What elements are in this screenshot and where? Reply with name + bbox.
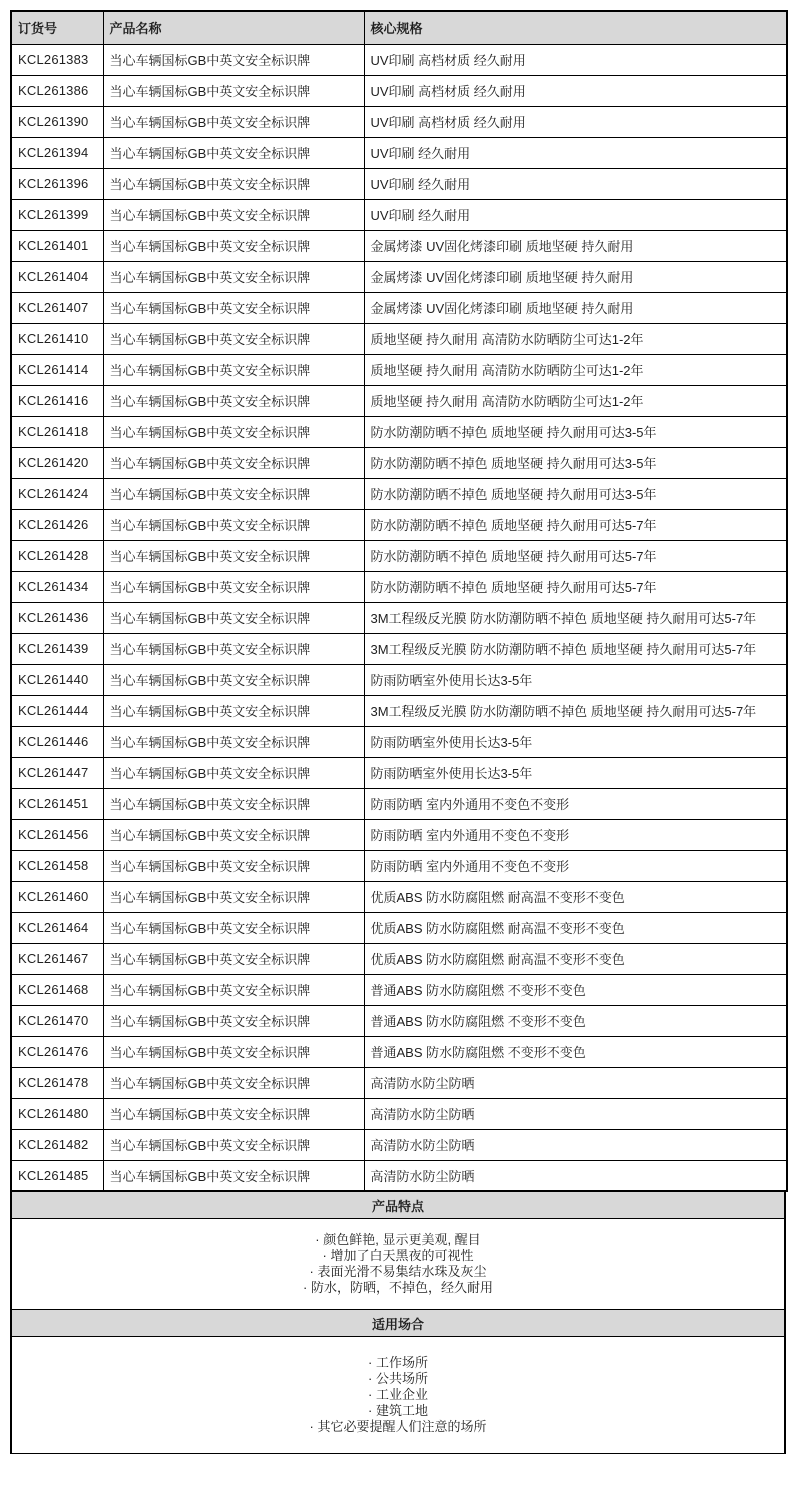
- order-code-cell: KCL261468: [11, 974, 103, 1005]
- table-row: [11, 354, 787, 385]
- table-row: [11, 323, 787, 354]
- product-name-cell: 当心车辆国标GB中英文安全标识牌: [103, 571, 364, 602]
- order-code-cell: KCL261480: [11, 1098, 103, 1129]
- order-code-cell: KCL261451: [11, 788, 103, 819]
- product-name-cell: 当心车辆国标GB中英文安全标识牌: [103, 44, 364, 75]
- table-row: [11, 664, 787, 695]
- order-code-cell: KCL261470: [11, 1005, 103, 1036]
- table-row: [11, 385, 787, 416]
- order-code-cell: KCL261396: [11, 168, 103, 199]
- spec-cell: 普通ABS 防水防腐阻燃 不变形不变色: [364, 974, 787, 1005]
- occasions-section-title: 适用场合: [371, 1316, 424, 1332]
- product-name-cell: 当心车辆国标GB中英文安全标识牌: [103, 1129, 364, 1160]
- product-name-cell: 当心车辆国标GB中英文安全标识牌: [103, 850, 364, 881]
- spec-cell: 优质ABS 防水防腐阻燃 耐高温不变形不变色: [364, 912, 787, 943]
- table-header: [11, 11, 787, 44]
- spec-cell: 防水防潮防晒不掉色 质地坚硬 持久耐用可达3-5年: [364, 416, 787, 447]
- spec-cell: 防水防潮防晒不掉色 质地坚硬 持久耐用可达5-7年: [364, 509, 787, 540]
- table-row: [11, 44, 787, 75]
- table-row: [11, 757, 787, 788]
- order-code-cell: KCL261485: [11, 1160, 103, 1191]
- order-code-cell: KCL261407: [11, 292, 103, 323]
- order-code-cell: KCL261394: [11, 137, 103, 168]
- spec-cell: UV印刷 高档材质 经久耐用: [364, 44, 787, 75]
- product-name-cell: 当心车辆国标GB中英文安全标识牌: [103, 509, 364, 540]
- table-header-row: [11, 11, 787, 44]
- table-row: [11, 106, 787, 137]
- product-name-cell: 当心车辆国标GB中英文安全标识牌: [103, 633, 364, 664]
- table-row: [11, 199, 787, 230]
- table-row: [11, 261, 787, 292]
- order-code-cell: KCL261439: [11, 633, 103, 664]
- spec-cell: 防水防潮防晒不掉色 质地坚硬 持久耐用可达3-5年: [364, 478, 787, 509]
- product-name-cell: 当心车辆国标GB中英文安全标识牌: [103, 385, 364, 416]
- spec-cell: UV印刷 经久耐用: [364, 168, 787, 199]
- features-list: [10, 1218, 786, 1310]
- order-code-cell: KCL261458: [11, 850, 103, 881]
- spec-cell: 普通ABS 防水防腐阻燃 不变形不变色: [364, 1005, 787, 1036]
- product-name-cell: 当心车辆国标GB中英文安全标识牌: [103, 230, 364, 261]
- order-code-cell: KCL261418: [11, 416, 103, 447]
- product-name-cell: 当心车辆国标GB中英文安全标识牌: [103, 354, 364, 385]
- product-spec-sheet: [10, 10, 786, 1454]
- spec-cell: 防雨防晒 室内外通用不变色不变形: [364, 819, 787, 850]
- product-name-cell: 当心车辆国标GB中英文安全标识牌: [103, 292, 364, 323]
- order-code-cell: KCL261478: [11, 1067, 103, 1098]
- table-row: [11, 1036, 787, 1067]
- table-row: [11, 416, 787, 447]
- order-code-cell: KCL261386: [11, 75, 103, 106]
- table-row: [11, 447, 787, 478]
- table-row: [11, 1129, 787, 1160]
- order-code-cell: KCL261476: [11, 1036, 103, 1067]
- order-code-cell: KCL261414: [11, 354, 103, 385]
- order-code-cell: KCL261447: [11, 757, 103, 788]
- order-code-cell: KCL261420: [11, 447, 103, 478]
- order-code-cell: KCL261440: [11, 664, 103, 695]
- order-code-cell: KCL261436: [11, 602, 103, 633]
- product-name-cell: 当心车辆国标GB中英文安全标识牌: [103, 323, 364, 354]
- spec-cell: 防雨防晒室外使用长达3-5年: [364, 757, 787, 788]
- product-name-cell: 当心车辆国标GB中英文安全标识牌: [103, 1036, 364, 1067]
- spec-cell: UV印刷 经久耐用: [364, 137, 787, 168]
- table-row: [11, 788, 787, 819]
- table-row: [11, 1067, 787, 1098]
- spec-cell: 普通ABS 防水防腐阻燃 不变形不变色: [364, 1036, 787, 1067]
- table-row: [11, 695, 787, 726]
- occasions-section-header: [10, 1309, 786, 1337]
- spec-cell: 优质ABS 防水防腐阻燃 耐高温不变形不变色: [364, 881, 787, 912]
- occasion-item: · 工作场所: [368, 1355, 428, 1370]
- spec-cell: 防雨防晒室外使用长达3-5年: [364, 726, 787, 757]
- product-name-cell: 当心车辆国标GB中英文安全标识牌: [103, 1098, 364, 1129]
- feature-item: · 表面光滑不易集结水珠及灰尘: [309, 1264, 487, 1279]
- product-name-cell: 当心车辆国标GB中英文安全标识牌: [103, 106, 364, 137]
- table-row: [11, 1160, 787, 1191]
- occasion-item: · 其它必要提醒人们注意的场所: [309, 1419, 487, 1434]
- spec-cell: 金属烤漆 UV固化烤漆印刷 质地坚硬 持久耐用: [364, 261, 787, 292]
- spec-cell: 金属烤漆 UV固化烤漆印刷 质地坚硬 持久耐用: [364, 230, 787, 261]
- feature-item: · 颜色鲜艳, 显示更美观, 醒目: [315, 1232, 481, 1247]
- product-name-cell: 当心车辆国标GB中英文安全标识牌: [103, 974, 364, 1005]
- order-code-cell: KCL261424: [11, 478, 103, 509]
- order-code-cell: KCL261426: [11, 509, 103, 540]
- feature-item: · 增加了白天黑夜的可视性: [322, 1248, 474, 1263]
- product-name-cell: 当心车辆国标GB中英文安全标识牌: [103, 943, 364, 974]
- table-row: [11, 509, 787, 540]
- product-name-cell: 当心车辆国标GB中英文安全标识牌: [103, 695, 364, 726]
- product-name-cell: 当心车辆国标GB中英文安全标识牌: [103, 261, 364, 292]
- order-code-cell: KCL261410: [11, 323, 103, 354]
- order-code-cell: KCL261434: [11, 571, 103, 602]
- table-row: [11, 1005, 787, 1036]
- order-code-cell: KCL261444: [11, 695, 103, 726]
- order-code-cell: KCL261401: [11, 230, 103, 261]
- table-row: [11, 943, 787, 974]
- table-row: [11, 540, 787, 571]
- order-code-cell: KCL261428: [11, 540, 103, 571]
- spec-cell: 优质ABS 防水防腐阻燃 耐高温不变形不变色: [364, 943, 787, 974]
- spec-cell: 高清防水防尘防晒: [364, 1067, 787, 1098]
- spec-cell: 金属烤漆 UV固化烤漆印刷 质地坚硬 持久耐用: [364, 292, 787, 323]
- order-code-cell: KCL261399: [11, 199, 103, 230]
- col-header-order-code: 订货号: [11, 11, 103, 44]
- table-row: [11, 478, 787, 509]
- product-name-cell: 当心车辆国标GB中英文安全标识牌: [103, 540, 364, 571]
- product-name-cell: 当心车辆国标GB中英文安全标识牌: [103, 447, 364, 478]
- order-code-cell: KCL261482: [11, 1129, 103, 1160]
- occasion-item: · 公共场所: [368, 1371, 428, 1386]
- table-row: [11, 819, 787, 850]
- spec-cell: 防水防潮防晒不掉色 质地坚硬 持久耐用可达5-7年: [364, 540, 787, 571]
- order-code-cell: KCL261404: [11, 261, 103, 292]
- product-name-cell: 当心车辆国标GB中英文安全标识牌: [103, 1067, 364, 1098]
- occasions-list: [10, 1336, 786, 1454]
- table-row: [11, 726, 787, 757]
- product-name-cell: 当心车辆国标GB中英文安全标识牌: [103, 912, 364, 943]
- spec-cell: UV印刷 经久耐用: [364, 199, 787, 230]
- order-code-cell: KCL261460: [11, 881, 103, 912]
- product-name-cell: 当心车辆国标GB中英文安全标识牌: [103, 416, 364, 447]
- spec-cell: 防雨防晒 室内外通用不变色不变形: [364, 788, 787, 819]
- spec-cell: 质地坚硬 持久耐用 高清防水防晒防尘可达1-2年: [364, 323, 787, 354]
- table-row: [11, 292, 787, 323]
- product-name-cell: 当心车辆国标GB中英文安全标识牌: [103, 1005, 364, 1036]
- spec-cell: 防雨防晒 室内外通用不变色不变形: [364, 850, 787, 881]
- order-code-cell: KCL261464: [11, 912, 103, 943]
- spec-cell: 质地坚硬 持久耐用 高清防水防晒防尘可达1-2年: [364, 385, 787, 416]
- occasion-item: · 建筑工地: [368, 1403, 428, 1418]
- order-code-cell: KCL261446: [11, 726, 103, 757]
- product-name-cell: 当心车辆国标GB中英文安全标识牌: [103, 1160, 364, 1191]
- table-row: [11, 168, 787, 199]
- order-code-cell: KCL261467: [11, 943, 103, 974]
- table-row: [11, 571, 787, 602]
- table-row: [11, 633, 787, 664]
- product-name-cell: 当心车辆国标GB中英文安全标识牌: [103, 819, 364, 850]
- product-name-cell: 当心车辆国标GB中英文安全标识牌: [103, 881, 364, 912]
- table-row: [11, 75, 787, 106]
- features-section-header: [10, 1191, 786, 1219]
- order-code-cell: KCL261416: [11, 385, 103, 416]
- product-name-cell: 当心车辆国标GB中英文安全标识牌: [103, 788, 364, 819]
- product-name-cell: 当心车辆国标GB中英文安全标识牌: [103, 199, 364, 230]
- product-table: [10, 10, 788, 1192]
- occasion-item: · 工业企业: [368, 1387, 428, 1402]
- order-code-cell: KCL261390: [11, 106, 103, 137]
- product-name-cell: 当心车辆国标GB中英文安全标识牌: [103, 168, 364, 199]
- features-section-title: 产品特点: [371, 1198, 424, 1214]
- product-name-cell: 当心车辆国标GB中英文安全标识牌: [103, 757, 364, 788]
- spec-cell: 防水防潮防晒不掉色 质地坚硬 持久耐用可达5-7年: [364, 571, 787, 602]
- table-row: [11, 881, 787, 912]
- feature-item: · 防水，防晒，不掉色，经久耐用: [303, 1280, 493, 1295]
- spec-cell: 3M工程级反光膜 防水防潮防晒不掉色 质地坚硬 持久耐用可达5-7年: [364, 602, 787, 633]
- product-name-cell: 当心车辆国标GB中英文安全标识牌: [103, 664, 364, 695]
- table-body: [11, 44, 787, 1191]
- table-row: [11, 974, 787, 1005]
- spec-cell: UV印刷 高档材质 经久耐用: [364, 106, 787, 137]
- spec-cell: 高清防水防尘防晒: [364, 1129, 787, 1160]
- table-row: [11, 912, 787, 943]
- col-header-core-spec: 核心规格: [364, 11, 787, 44]
- spec-cell: 高清防水防尘防晒: [364, 1098, 787, 1129]
- spec-cell: 3M工程级反光膜 防水防潮防晒不掉色 质地坚硬 持久耐用可达5-7年: [364, 633, 787, 664]
- spec-cell: 3M工程级反光膜 防水防潮防晒不掉色 质地坚硬 持久耐用可达5-7年: [364, 695, 787, 726]
- table-row: [11, 850, 787, 881]
- table-row: [11, 602, 787, 633]
- col-header-product-name: 产品名称: [103, 11, 364, 44]
- product-name-cell: 当心车辆国标GB中英文安全标识牌: [103, 726, 364, 757]
- spec-cell: 防水防潮防晒不掉色 质地坚硬 持久耐用可达3-5年: [364, 447, 787, 478]
- table-row: [11, 137, 787, 168]
- product-name-cell: 当心车辆国标GB中英文安全标识牌: [103, 75, 364, 106]
- spec-cell: UV印刷 高档材质 经久耐用: [364, 75, 787, 106]
- table-row: [11, 1098, 787, 1129]
- product-name-cell: 当心车辆国标GB中英文安全标识牌: [103, 137, 364, 168]
- order-code-cell: KCL261383: [11, 44, 103, 75]
- spec-cell: 高清防水防尘防晒: [364, 1160, 787, 1191]
- spec-cell: 防雨防晒室外使用长达3-5年: [364, 664, 787, 695]
- spec-cell: 质地坚硬 持久耐用 高清防水防晒防尘可达1-2年: [364, 354, 787, 385]
- product-name-cell: 当心车辆国标GB中英文安全标识牌: [103, 478, 364, 509]
- table-row: [11, 230, 787, 261]
- order-code-cell: KCL261456: [11, 819, 103, 850]
- product-name-cell: 当心车辆国标GB中英文安全标识牌: [103, 602, 364, 633]
